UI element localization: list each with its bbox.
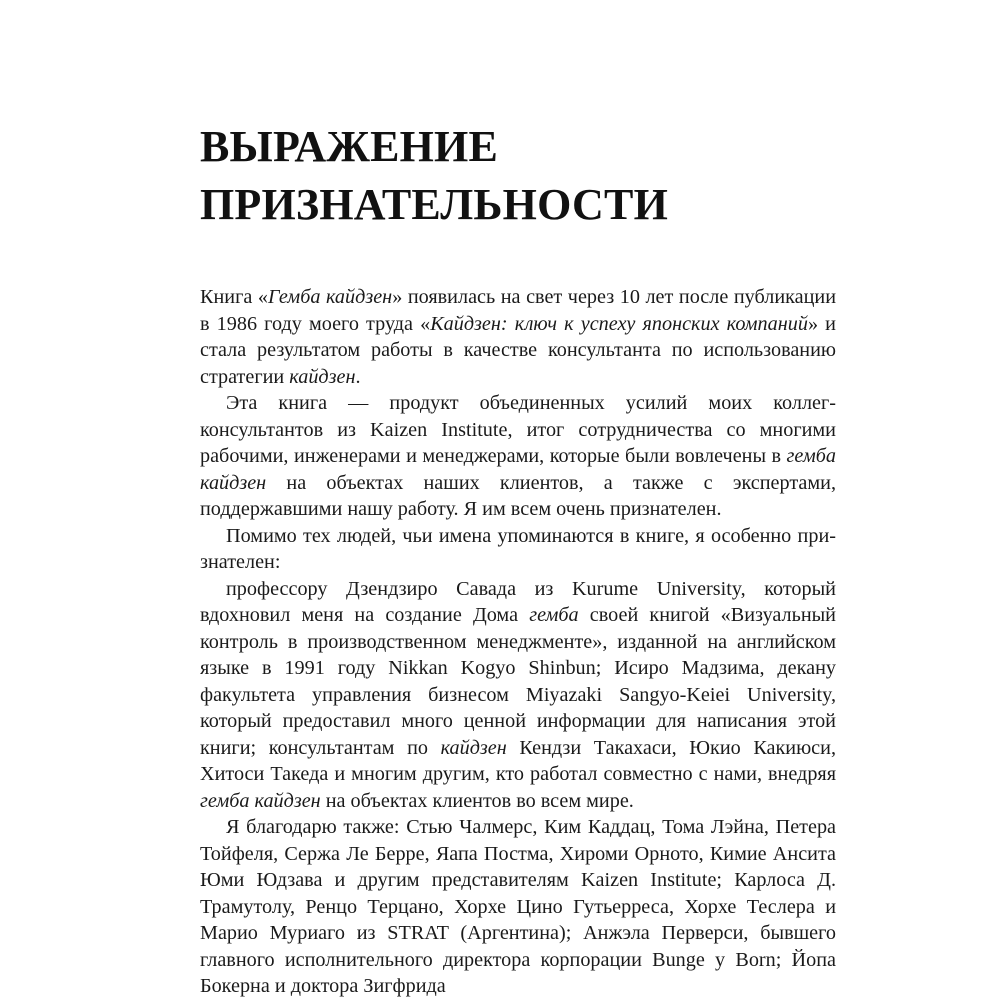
paragraph	[200, 390, 836, 523]
paragraph	[200, 576, 836, 815]
text-run: на объектах клиентов во всем мире.	[320, 789, 634, 812]
italic-text: гемба	[529, 604, 579, 626]
text-run: » появилась на свет через 10 лет после публикации в 1986 году моего труда «	[200, 286, 837, 335]
body-text	[200, 284, 836, 1000]
page-title-line-2: ПРИЗНАТЕЛЬНОСТИ	[200, 180, 669, 229]
text-run: Я благодарю также: Стью Чалмерс, Ким Каддац, Тома Лэйна, Петера Тойфеля, Сержа Ле Берре, Яапа Постма, Хироми Орното, Кимие Ансита Юми Юдзава и другим представителям Kaizen Institute; Карлоса Д. Трамутолу, Ренцо Терцано, Хорхе Цино Гутьерреса, Хорхе Теслера и Марио Муриаго из STRAT (Аргентина); Анжэла Перверси, бывшего главного исполнительного директора корпорации Bunge y Born; Йопа Бокерна и доктора Зигфрида	[200, 816, 836, 997]
italic-text: гемба кайдзен	[200, 445, 836, 494]
book-page	[200, 118, 836, 1000]
paragraph	[200, 814, 836, 1000]
italic-text: гемба кайдзен	[200, 789, 321, 812]
page-title	[200, 118, 836, 234]
paragraph	[200, 523, 836, 576]
text-run: на объектах наших клиентов, а также с экспертами, поддержавшими нашу работу. Я им всем очень признателен.	[200, 471, 836, 520]
page-title-line-1: ВЫРАЖЕНИЕ	[200, 122, 499, 171]
italic-text: Кайдзен: ключ к успеху японских компаний	[430, 312, 808, 335]
italic-text: кайдзен	[440, 736, 507, 759]
italic-text: кайдзен	[289, 365, 356, 388]
text-run: » и стала результатом работы в качестве консультанта по использованию стратегии	[200, 312, 836, 388]
italic-text: Гемба кайдзен	[267, 286, 393, 308]
text-run: Помимо тех людей, чьи имена упоминаются в книге, я особенно признателен:	[200, 524, 836, 573]
text-run: профессору Дзендзиро Савада из Kurume University, который вдохновил меня на создание Дома	[200, 577, 836, 626]
text-run: Кендзи Такахаси, Юкио Какиюси, Хитоси Такеда и многим другим, кто работал совместно с нами, внедряя	[200, 736, 836, 785]
text-run: Книга «	[200, 286, 268, 308]
text-run: .	[355, 365, 361, 388]
text-run: своей книгой «Визуальный контроль в производственном менеджменте», изданной на английском языке в 1991 году Nikkan Kogyo Shinbun; Исиро Мадзима, декану факультета управления бизнесом Miyazaki Sangyo-Keiei University, который предоставил много ценной информации для написания этой книги; консультантам по	[200, 604, 836, 759]
text-run: Эта книга — продукт объединенных усилий моих коллег-консультантов из Kaizen Institute, итог сотрудничества со многими рабочими, инженерами и менеджерами, которые были вовлечены в	[200, 392, 836, 467]
paragraph	[200, 284, 836, 390]
